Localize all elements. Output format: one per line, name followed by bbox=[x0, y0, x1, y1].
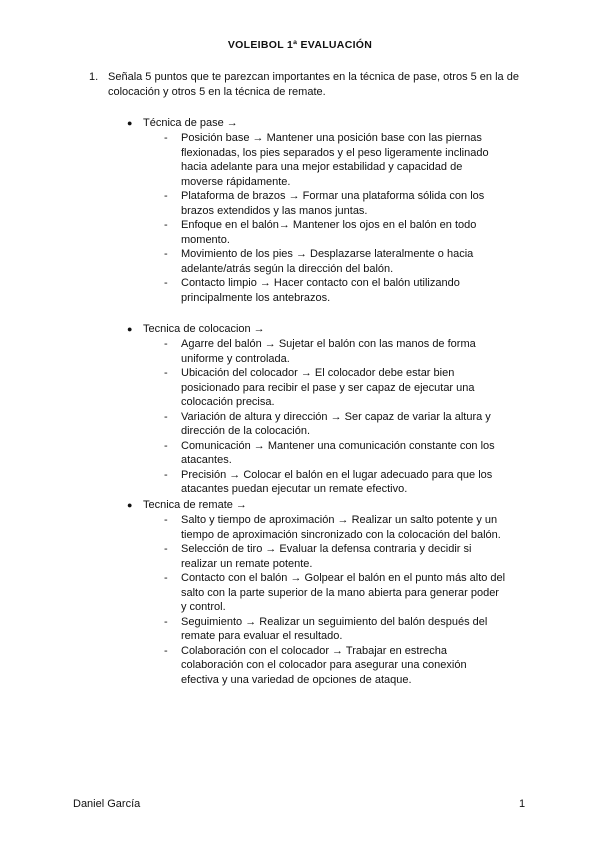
list-item: - Contacto con el balón → Golpear el balón en el punto más alto del salto con la parte superior de la mano abierta para generar poder y control. bbox=[164, 572, 506, 613]
footer-author: Daniel García bbox=[73, 798, 141, 810]
section-items bbox=[0, 131, 600, 305]
list-item: - Precisión → Colocar el balón en el lugar adecuado para que los atacantes puedan ejecutar un remate efectivo. bbox=[164, 468, 493, 495]
list-item: - Selección de tiro → Evaluar la defensa contraria y decidir si realizar un remate potente. bbox=[164, 543, 472, 570]
page-number: 1 bbox=[519, 798, 526, 810]
list-item: - Variación de altura y dirección → Ser capaz de variar la altura y dirección de la colocación. bbox=[164, 410, 491, 437]
list-item: - Posición base → Mantener una posición base con las piernas flexionadas, los pies separados y el peso ligeramente inclinado hacia adelante para una mejor estabilidad y capacidad de moverse rápidamente. bbox=[164, 132, 489, 188]
list-item: - Salto y tiempo de aproximación → Realizar un salto potente y un tiempo de aproximación sincronizado con la colocación del balón. bbox=[164, 514, 501, 541]
section-heading: Tecnica de remate → bbox=[143, 499, 247, 511]
list-item: - Agarre del balón → Sujetar el balón con las manos de forma uniforme y controlada. bbox=[164, 338, 476, 365]
list-item: - Ubicación del colocador → El colocador debe estar bien posicionado para recibir el pase y ser capaz de ejecutar una colocación precisa. bbox=[164, 367, 475, 408]
list-item: - Colaboración con el colocador → Trabajar en estrecha colaboración con el colocador para asegurar una conexión efectiva y una variedad de opciones de ataque. bbox=[164, 644, 467, 686]
section-heading: Tecnica de colocacion → bbox=[143, 323, 265, 335]
list-item: - Comunicación → Mantener una comunicación constante con los atacantes. bbox=[164, 439, 495, 466]
list-item: - Enfoque en el balón→ Mantener los ojos en el balón en todo momento. bbox=[164, 219, 477, 246]
list-item: - Contacto limpio → Hacer contacto con el balón utilizando principalmente los antebrazos. bbox=[164, 277, 460, 304]
list-item: - Movimiento de los pies → Desplazarse lateralmente o hacia adelante/atrás según la dirección del balón. bbox=[164, 248, 474, 275]
list-item: - Seguimiento → Realizar un seguimiento del balón después del remate para evaluar el resultado. bbox=[164, 615, 488, 642]
bullet-icon: ● bbox=[127, 118, 133, 128]
question-number: 1. bbox=[89, 71, 99, 83]
list-item: - Plataforma de brazos → Formar una plataforma sólida con los brazos extendidos y las manos juntas. bbox=[164, 190, 485, 217]
page-title: VOLEIBOL 1ª EVALUACIÓN bbox=[227, 39, 373, 51]
section-heading: Técnica de pase → bbox=[143, 117, 238, 129]
section-items bbox=[0, 513, 600, 687]
bullet-icon: ● bbox=[127, 324, 133, 334]
question-text: Señala 5 puntos que te parezcan importantes en la técnica de pase, otros 5 en la de colocación y otros 5 en la técnica de remate. bbox=[108, 71, 519, 98]
section-items bbox=[0, 337, 600, 497]
bullet-icon: ● bbox=[127, 500, 133, 510]
